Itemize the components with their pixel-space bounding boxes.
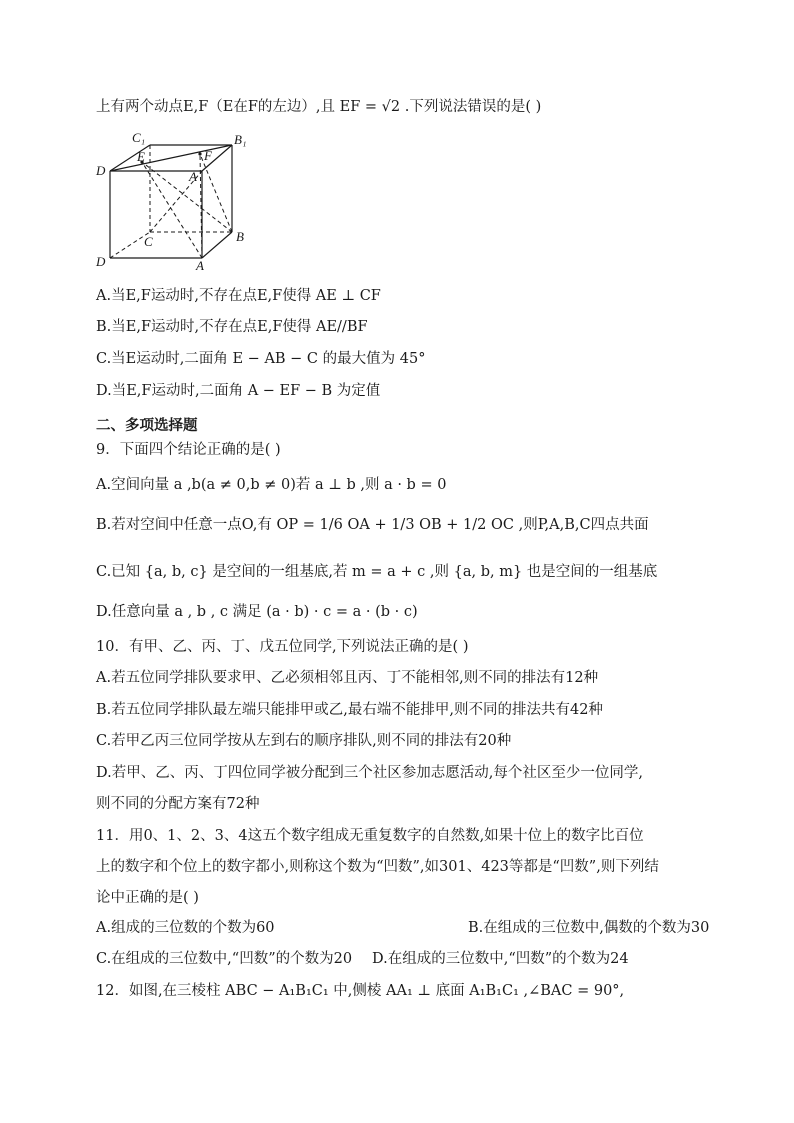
diagonal-d1b1 xyxy=(110,145,232,171)
q10-option-b: B.若五位同学排队最左端只能排甲或乙,最右端不能排甲,则不同的排法共有42种 xyxy=(96,702,603,718)
q8-option-a: A.当E,F运动时,不存在点E,F使得 AE ⊥ CF xyxy=(96,288,381,304)
q8-option-d: D.当E,F运动时,二面角 A − EF − B 为定值 xyxy=(96,383,381,399)
q11-options-row-1 xyxy=(96,918,734,938)
q12-stem: 12．如图,在三棱柱 ABC − A₁B₁C₁ 中,侧棱 AA₁ ⊥ 底面 A₁B₁C₁ ,∠BAC = 90°, xyxy=(96,983,625,999)
hidden-bf xyxy=(200,154,232,232)
label-d: D xyxy=(96,254,106,269)
q11-stem-line-3: 论中正确的是( ) xyxy=(96,890,199,906)
q10-option-d: D.若甲、乙、丙、丁四位同学被分配到三个社区参加志愿活动,每个社区至少一位同学, xyxy=(96,765,643,781)
label-e: E xyxy=(137,149,145,164)
edge-ab xyxy=(202,232,232,258)
q10-option-c: C.若甲乙丙三位同学按从左到右的顺序排队,则不同的排法有20种 xyxy=(96,733,512,749)
q11-stem-line-1: 11．用0、1、2、3、4这五个数字组成无重复数字的自然数,如果十位上的数字比百位 xyxy=(96,828,644,844)
q11-options-row-2 xyxy=(96,949,734,969)
q9-option-a: A.空间向量 a ,b(a ≠ 0,b ≠ 0)若 a ⊥ b ,则 a · b = 0 xyxy=(96,477,447,493)
label-a: A xyxy=(196,258,204,273)
q8-option-c: C.当E运动时,二面角 E − AB − C 的最大值为 45° xyxy=(96,351,426,367)
q10-option-d-continued: 则不同的分配方案有72种 xyxy=(96,796,260,812)
q9-option-d: D.任意向量 a , b , c 满足 (a · b) · c = a · (b · c) xyxy=(96,604,418,620)
label-c: C xyxy=(144,234,153,249)
cube-figure xyxy=(92,128,262,278)
q10-option-a: A.若五位同学排队要求甲、乙必须相邻且丙、丁不能相邻,则不同的排法有12种 xyxy=(96,670,599,686)
label-d1: D xyxy=(96,163,106,178)
label-f: F xyxy=(204,148,212,163)
question-8-intro: 上有两个动点E,F（E在F的左边）,且 EF = √2 .下列说法错误的是( ) xyxy=(96,99,542,115)
q10-stem: 10．有甲、乙、丙、丁、戊五位同学,下列说法正确的是( ) xyxy=(96,639,469,655)
q11-option-d: D.在组成的三位数中,“凹数”的个数为24 xyxy=(372,951,629,967)
label-a1: A xyxy=(189,169,197,184)
label-b: B xyxy=(236,229,244,244)
point-f xyxy=(198,152,201,155)
section-title: 二、多项选择题 xyxy=(96,418,198,434)
label-b1: B₁ xyxy=(234,132,247,147)
q11-stem-line-2: 上的数字和个位上的数字都小,则称这个数为“凹数”,如301、423等都是“凹数”,则下列结 xyxy=(96,859,659,875)
q11-option-a: A.组成的三位数的个数为60 xyxy=(96,920,275,936)
q9-option-b: B.若对空间中任意一点O,有 OP = 1/6 OA + 1/3 OB + 1/2 OC ,则P,A,B,C四点共面 xyxy=(96,517,649,533)
hidden-be xyxy=(142,162,232,232)
label-c1: C₁ xyxy=(132,130,146,145)
q9-stem: 9．下面四个结论正确的是( ) xyxy=(96,442,281,458)
q9-option-c: C.已知 {a, b, c} 是空间的一组基底,若 m = a + c ,则 {a, b, m} 也是空间的一组基底 xyxy=(96,564,658,580)
q11-option-b: B.在组成的三位数中,偶数的个数为30 xyxy=(468,920,710,936)
q11-option-c: C.在组成的三位数中,“凹数”的个数为20 xyxy=(96,951,353,967)
q8-option-b: B.当E,F运动时,不存在点E,F使得 AE//BF xyxy=(96,319,368,335)
